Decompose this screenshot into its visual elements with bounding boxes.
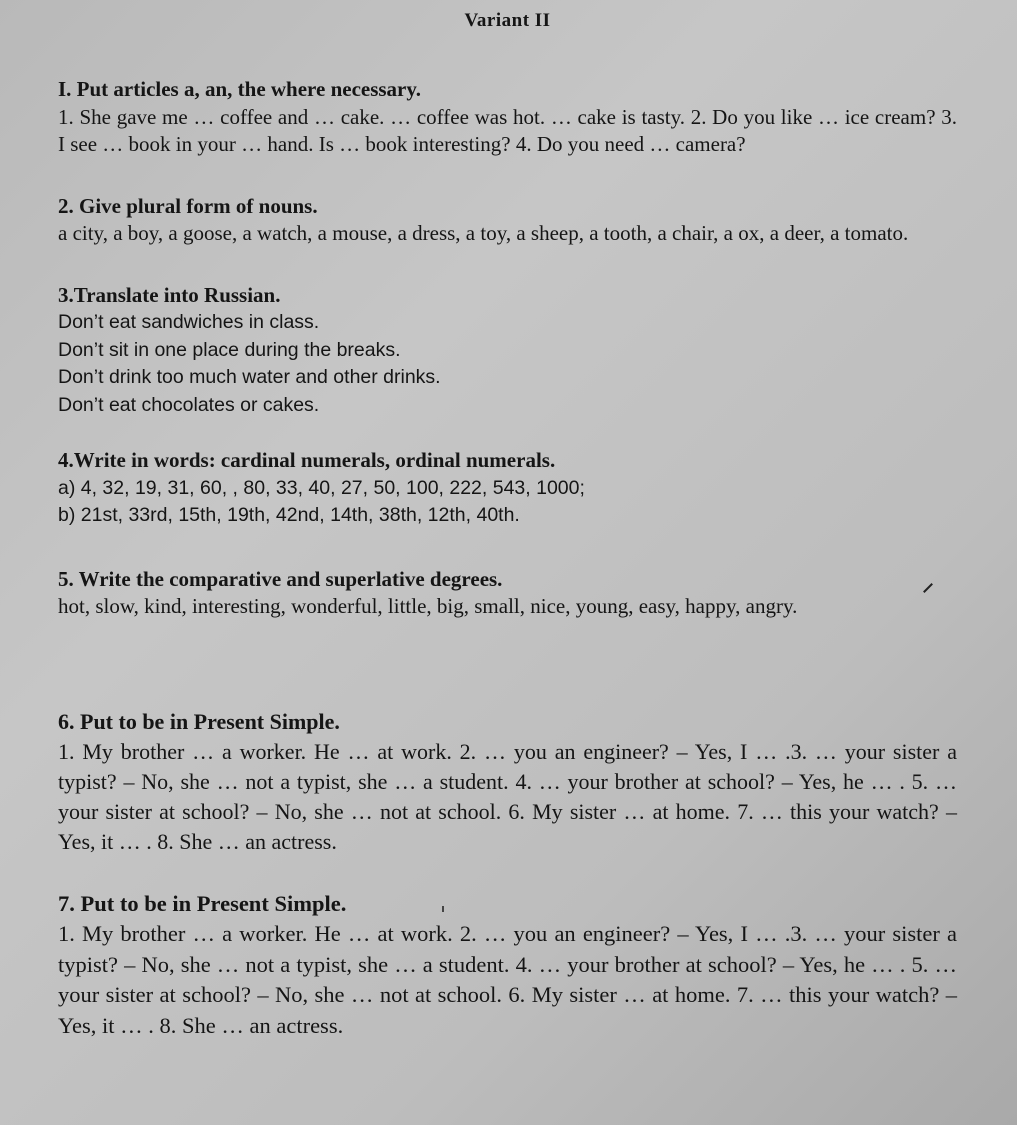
sentence-line: Don’t sit in one place during the breaks. (58, 338, 401, 361)
exercise-text: 1. My brother … a worker. He … at work. 2. … you an engineer? – Yes, I … .3. … your sister a typist? – No, she … not a typist, she … a student. 4. … your brother at school? – Yes, he … . 5. … your sister at school? – No, she … not at school. 6. My sister … at home. 7. … this your watch? – Yes, it … . 8. She … an actress. (58, 921, 957, 1038)
exercise-text: 1. She gave me … coffee and … cake. … coffee was hot. … cake is tasty. 2. Do you like … ice cream? 3. I see … book in your … hand. Is … book interesting? 4. Do you need … camera? (58, 104, 957, 156)
page-title: Variant II (464, 10, 551, 31)
exercise-text: a city, a boy, a goose, a watch, a mouse, a dress, a toy, a sheep, a tooth, a chair, a ox, a deer, a tomato. (58, 221, 909, 245)
sentence-line: Don’t eat chocolates or cakes. (58, 393, 320, 416)
exercise-text: 1. My brother … a worker. He … at work. 2. … you an engineer? – Yes, I … .3. … your sister a typist? – No, she … not a typist, she … a student. 4. … your brother at school? – Yes, he … . 5. … your sister at school? – No, she … not at school. 6. My sister … at home. 7. … this your watch? – Yes, it … . 8. She … an actress. (58, 738, 957, 854)
exercise-heading: 7. Put to be in Present Simple. (58, 890, 347, 916)
exercise-heading: 2. Give plural form of nouns. (58, 193, 318, 218)
pen-mark (442, 906, 444, 912)
exercise-lines (58, 309, 957, 419)
exercise-2-plural-nouns (58, 193, 957, 248)
exercise-text: hot, slow, kind, interesting, wonderful, little, big, small, nice, young, easy, happy, angry. (58, 594, 798, 618)
exercise-5-degrees (58, 566, 957, 621)
exercise-6-to-be (58, 707, 957, 857)
numerals-line-b: b) 21st, 33rd, 15th, 19th, 42nd, 14th, 38th, 12th, 40th. (58, 504, 520, 526)
sentence-line: Don’t drink too much water and other drinks. (58, 366, 441, 388)
exercise-7-to-be (58, 889, 957, 1042)
exercise-4-numerals (58, 447, 957, 530)
exercise-lines (58, 475, 957, 530)
exercise-heading: 6. Put to be in Present Simple. (58, 708, 340, 734)
exercise-heading: 4.Write in words: cardinal numerals, ordinal numerals. (58, 448, 556, 472)
numerals-line-a: a) 4, 32, 19, 31, 60, , 80, 33, 40, 27, 50, 100, 222, 543, 1000; (58, 476, 585, 499)
sentence-line: Don’t eat sandwiches in class. (58, 311, 320, 333)
exercise-1-articles (58, 76, 957, 159)
exercise-heading: 5. Write the comparative and superlative degrees. (58, 566, 503, 591)
exercise-3-translate (58, 282, 957, 420)
exercise-heading: I. Put articles a, an, the where necessary. (58, 77, 421, 101)
exercise-heading: 3.Translate into Russian. (58, 282, 281, 307)
